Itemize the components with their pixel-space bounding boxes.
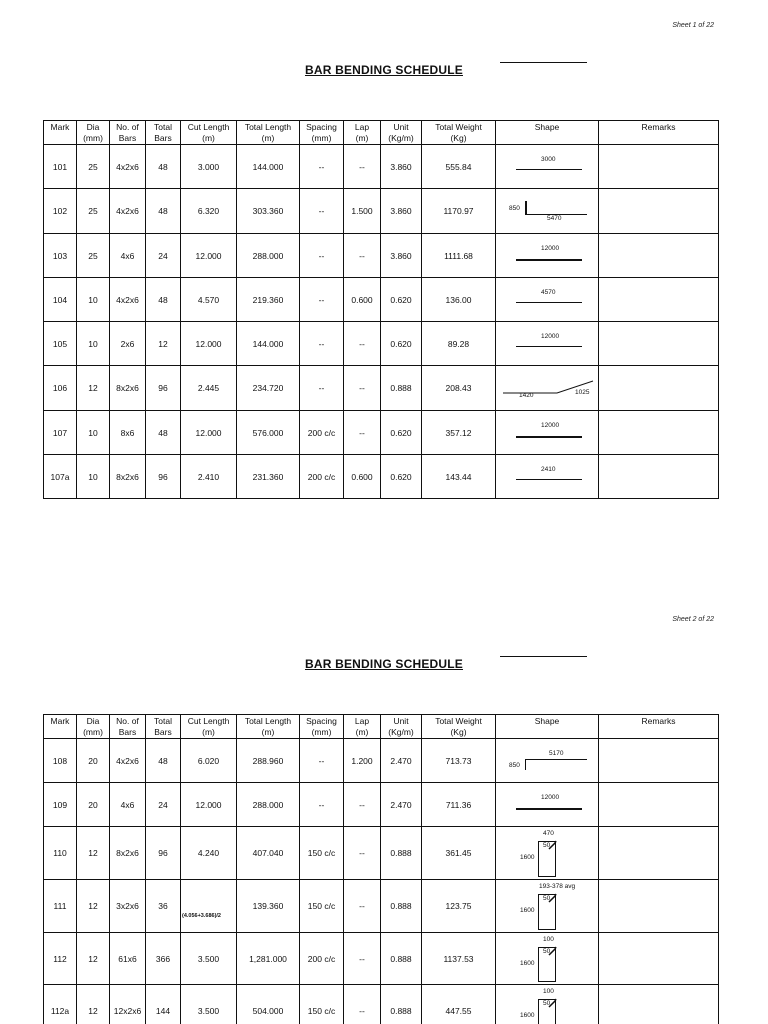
cell-lap: 1.500 — [344, 189, 381, 234]
cell-total: 144 — [146, 985, 181, 1024]
bar-shape-diagram — [499, 366, 595, 410]
schedule-table — [43, 120, 719, 499]
cell-unit: 0.620 — [381, 411, 422, 455]
cell-weight: 1170.97 — [422, 189, 496, 234]
cell-mark: 111 — [44, 880, 77, 933]
cell-tlen: 504.000 — [237, 985, 300, 1024]
column-header: Total Bars — [146, 715, 181, 739]
cell-mark: 106 — [44, 366, 77, 411]
dimension-label: 1600 — [520, 854, 535, 861]
dimension-label: 12000 — [541, 245, 560, 252]
page-title: BAR BENDING SCHEDULE — [304, 63, 463, 77]
cell-dia: 10 — [77, 322, 110, 366]
cell-mark: 112a — [44, 985, 77, 1024]
bar-line — [516, 346, 582, 347]
cell-tlen: 288.000 — [237, 783, 300, 827]
cell-spacing: -- — [300, 739, 344, 783]
bar-leg — [525, 201, 527, 215]
cell-unit: 3.860 — [381, 145, 422, 189]
cell-total: 48 — [146, 278, 181, 322]
cell-remarks — [599, 411, 719, 455]
cell-weight: 89.28 — [422, 322, 496, 366]
cell-total: 48 — [146, 411, 181, 455]
cell-bars: 4x2x6 — [110, 739, 146, 783]
column-header: Mark — [44, 121, 77, 145]
cell-remarks — [599, 322, 719, 366]
cell-tlen: 139.360 — [237, 880, 300, 933]
table-row — [44, 189, 719, 234]
dimension-label: 2410 — [541, 466, 556, 473]
column-header: Dia (mm) — [77, 715, 110, 739]
cell-tlen: 576.000 — [237, 411, 300, 455]
column-header: Total Bars — [146, 121, 181, 145]
cell-tlen: 288.000 — [237, 234, 300, 278]
column-header: Shape — [496, 715, 599, 739]
dimension-label: 50 — [543, 842, 551, 849]
cell-spacing: 200 c/c — [300, 411, 344, 455]
cell-spacing: -- — [300, 189, 344, 234]
table-row — [44, 234, 719, 278]
header-row — [44, 715, 719, 739]
cell-tlen: 144.000 — [237, 322, 300, 366]
cell-mark: 105 — [44, 322, 77, 366]
dimension-label: 5470 — [547, 215, 562, 222]
cell-bars: 4x2x6 — [110, 145, 146, 189]
cell-dia: 20 — [77, 739, 110, 783]
cell-mark: 103 — [44, 234, 77, 278]
cell-mark: 110 — [44, 827, 77, 880]
cell-shape — [496, 739, 599, 783]
cell-shape — [496, 985, 599, 1024]
column-header: Lap (m) — [344, 715, 381, 739]
stirrup-hook — [549, 999, 556, 1007]
cell-unit: 3.860 — [381, 189, 422, 234]
cell-remarks — [599, 145, 719, 189]
cell-unit: 0.888 — [381, 880, 422, 933]
dimension-label: 12000 — [541, 422, 560, 429]
table-row — [44, 145, 719, 189]
table-body — [44, 739, 719, 1024]
bar-shape-diagram — [499, 322, 595, 365]
cell-spacing: 150 c/c — [300, 880, 344, 933]
dimension-label: 4570 — [541, 289, 556, 296]
cell-bars: 4x6 — [110, 783, 146, 827]
cell-total: 96 — [146, 366, 181, 411]
column-header: No. of Bars — [110, 715, 146, 739]
cell-mark: 109 — [44, 783, 77, 827]
cell-cut: (4.056+3.686)/2 — [181, 880, 237, 933]
cell-shape — [496, 366, 599, 411]
dimension-label: 1600 — [520, 907, 535, 914]
cell-total: 96 — [146, 827, 181, 880]
cell-weight: 1111.68 — [422, 234, 496, 278]
cell-cut: 6.020 — [181, 739, 237, 783]
cell-tlen: 234.720 — [237, 366, 300, 411]
cell-bars: 8x2x6 — [110, 366, 146, 411]
cell-cut: 3.000 — [181, 145, 237, 189]
column-header: Mark — [44, 715, 77, 739]
bar-line — [525, 759, 587, 760]
dimension-label: 12000 — [541, 794, 560, 801]
cell-shape — [496, 933, 599, 985]
cell-lap: -- — [344, 145, 381, 189]
cell-remarks — [599, 739, 719, 783]
stirrup-hook — [549, 894, 556, 902]
cell-bars: 2x6 — [110, 322, 146, 366]
cell-spacing: -- — [300, 783, 344, 827]
cell-spacing: -- — [300, 322, 344, 366]
bar-shape-diagram — [499, 189, 595, 233]
cell-bars: 12x2x6 — [110, 985, 146, 1024]
sheet-label: Sheet 1 of 22 — [672, 22, 714, 29]
stirrup-hook — [549, 841, 556, 849]
cell-dia: 20 — [77, 783, 110, 827]
cell-unit: 0.888 — [381, 933, 422, 985]
table-row — [44, 739, 719, 783]
column-header: Dia (mm) — [77, 121, 110, 145]
cell-cut: 3.500 — [181, 985, 237, 1024]
cell-dia: 25 — [77, 189, 110, 234]
cell-shape — [496, 783, 599, 827]
cell-lap: -- — [344, 985, 381, 1024]
header-row — [44, 121, 719, 145]
dimension-label: 850 — [509, 762, 520, 769]
dimension-label: 3000 — [541, 156, 556, 163]
cell-lap: 0.600 — [344, 278, 381, 322]
bar-shape-diagram — [499, 145, 595, 188]
dimension-label: 1600 — [520, 960, 535, 967]
cell-weight: 711.36 — [422, 783, 496, 827]
bar-line — [516, 808, 582, 810]
cell-lap: -- — [344, 827, 381, 880]
cell-bars: 4x6 — [110, 234, 146, 278]
table-row — [44, 880, 719, 933]
table-row — [44, 322, 719, 366]
cell-bars: 8x2x6 — [110, 827, 146, 880]
column-header: Remarks — [599, 715, 719, 739]
cell-total: 24 — [146, 783, 181, 827]
dimension-label: 100 — [543, 988, 554, 995]
cell-cut: 3.500 — [181, 933, 237, 985]
cell-cut: 2.410 — [181, 455, 237, 499]
cell-unit: 0.888 — [381, 985, 422, 1024]
column-header: Shape — [496, 121, 599, 145]
dimension-label: 193-378 avg — [539, 883, 576, 890]
bar-line — [516, 259, 582, 261]
bar-line — [516, 302, 582, 303]
cell-mark: 108 — [44, 739, 77, 783]
dimension-label: 470 — [543, 830, 554, 837]
cell-dia: 10 — [77, 411, 110, 455]
cell-weight: 1137.53 — [422, 933, 496, 985]
cell-unit: 0.620 — [381, 322, 422, 366]
cell-tlen: 144.000 — [237, 145, 300, 189]
cell-weight: 357.12 — [422, 411, 496, 455]
table-row — [44, 366, 719, 411]
cell-bars: 8x6 — [110, 411, 146, 455]
bar-shape-diagram — [499, 739, 595, 782]
cell-total: 48 — [146, 189, 181, 234]
cell-unit: 0.888 — [381, 366, 422, 411]
cell-cut: 12.000 — [181, 322, 237, 366]
bar-shape-diagram — [499, 234, 595, 277]
cell-spacing: 150 c/c — [300, 827, 344, 880]
table-row — [44, 985, 719, 1024]
cell-spacing: 200 c/c — [300, 933, 344, 985]
cell-shape — [496, 145, 599, 189]
stirrup-hook-svg — [499, 827, 602, 879]
cell-remarks — [599, 880, 719, 933]
cell-cut: 12.000 — [181, 783, 237, 827]
cell-cut: 12.000 — [181, 411, 237, 455]
cell-spacing: -- — [300, 278, 344, 322]
cell-remarks — [599, 366, 719, 411]
stirrup-hook — [549, 947, 556, 955]
bar-shape-diagram — [499, 783, 595, 826]
cell-cut: 12.000 — [181, 234, 237, 278]
sheet-label: Sheet 2 of 22 — [672, 616, 714, 623]
cell-mark: 107a — [44, 455, 77, 499]
cell-remarks — [599, 278, 719, 322]
cell-remarks — [599, 234, 719, 278]
cell-bars: 8x2x6 — [110, 455, 146, 499]
table-header — [44, 715, 719, 739]
cell-weight: 143.44 — [422, 455, 496, 499]
column-header: Unit (Kg/m) — [381, 715, 422, 739]
cell-mark: 107 — [44, 411, 77, 455]
cell-dia: 12 — [77, 880, 110, 933]
cell-bars: 4x2x6 — [110, 278, 146, 322]
stirrup-hook-svg — [499, 985, 602, 1024]
cell-mark: 102 — [44, 189, 77, 234]
bar-shape-diagram — [499, 933, 595, 984]
cell-dia: 10 — [77, 455, 110, 499]
cell-remarks — [599, 783, 719, 827]
cell-lap: -- — [344, 411, 381, 455]
cell-shape — [496, 234, 599, 278]
cell-mark: 112 — [44, 933, 77, 985]
cell-spacing: 200 c/c — [300, 455, 344, 499]
cell-tlen: 288.960 — [237, 739, 300, 783]
cell-tlen: 1,281.000 — [237, 933, 300, 985]
cell-remarks — [599, 985, 719, 1024]
cell-mark: 104 — [44, 278, 77, 322]
cell-unit: 3.860 — [381, 234, 422, 278]
stirrup-hook-svg — [499, 880, 602, 932]
cell-shape — [496, 880, 599, 933]
cell-cut: 4.240 — [181, 827, 237, 880]
table-body — [44, 145, 719, 499]
cell-remarks — [599, 933, 719, 985]
column-header: Spacing (mm) — [300, 715, 344, 739]
cell-cut: 4.570 — [181, 278, 237, 322]
cell-weight: 447.55 — [422, 985, 496, 1024]
table-header — [44, 121, 719, 145]
cell-shape — [496, 411, 599, 455]
cell-tlen: 303.360 — [237, 189, 300, 234]
dimension-label: 1600 — [520, 1012, 535, 1019]
dimension-label: 1420 — [519, 392, 534, 399]
cell-shape — [496, 278, 599, 322]
dimension-label: 1025 — [575, 389, 590, 396]
cell-shape — [496, 827, 599, 880]
cell-unit: 2.470 — [381, 783, 422, 827]
cell-remarks — [599, 827, 719, 880]
bar-leg — [525, 759, 526, 770]
cell-lap: -- — [344, 933, 381, 985]
cell-unit: 0.620 — [381, 278, 422, 322]
bar-line — [516, 436, 582, 438]
column-header: Lap (m) — [344, 121, 381, 145]
cell-total: 24 — [146, 234, 181, 278]
cell-tlen: 219.360 — [237, 278, 300, 322]
cell-dia: 12 — [77, 827, 110, 880]
column-header: Total Weight (Kg) — [422, 715, 496, 739]
dimension-label: 850 — [509, 205, 520, 212]
column-header: Total Length (m) — [237, 121, 300, 145]
cell-spacing: -- — [300, 366, 344, 411]
cell-weight: 555.84 — [422, 145, 496, 189]
cell-dia: 25 — [77, 234, 110, 278]
cell-shape — [496, 322, 599, 366]
cell-lap: 1.200 — [344, 739, 381, 783]
cell-total: 96 — [146, 455, 181, 499]
cell-bars: 3x2x6 — [110, 880, 146, 933]
crank-bar-svg — [499, 366, 602, 410]
bar-line — [516, 479, 582, 480]
cell-shape — [496, 189, 599, 234]
cell-bars: 61x6 — [110, 933, 146, 985]
cell-tlen: 231.360 — [237, 455, 300, 499]
cell-dia: 12 — [77, 933, 110, 985]
table-row — [44, 411, 719, 455]
dimension-label: 5170 — [549, 750, 564, 757]
cell-lap: -- — [344, 234, 381, 278]
dimension-label: 50 — [543, 895, 551, 902]
cell-total: 36 — [146, 880, 181, 933]
cell-total: 366 — [146, 933, 181, 985]
column-header: Cut Length (m) — [181, 121, 237, 145]
dimension-label: 100 — [543, 936, 554, 943]
cell-cut: 6.320 — [181, 189, 237, 234]
bar-shape-diagram — [499, 880, 595, 932]
cell-remarks — [599, 455, 719, 499]
dimension-label: 12000 — [541, 333, 560, 340]
cell-unit: 0.620 — [381, 455, 422, 499]
dimension-label: 50 — [543, 948, 551, 955]
cell-dia: 25 — [77, 145, 110, 189]
cell-shape — [496, 455, 599, 499]
cell-weight: 208.43 — [422, 366, 496, 411]
schedule-table — [43, 714, 719, 1024]
cell-lap: -- — [344, 366, 381, 411]
table-row — [44, 455, 719, 499]
cell-spacing: -- — [300, 145, 344, 189]
bar-shape-diagram — [499, 827, 595, 879]
cell-weight: 361.45 — [422, 827, 496, 880]
table-row — [44, 278, 719, 322]
bar-shape-diagram — [499, 985, 595, 1024]
cell-spacing: -- — [300, 234, 344, 278]
cell-dia: 12 — [77, 366, 110, 411]
cell-unit: 0.888 — [381, 827, 422, 880]
cell-total: 12 — [146, 322, 181, 366]
cell-mark: 101 — [44, 145, 77, 189]
bar-shape-diagram — [499, 455, 595, 498]
cell-dia: 10 — [77, 278, 110, 322]
column-header: Spacing (mm) — [300, 121, 344, 145]
cell-spacing: 150 c/c — [300, 985, 344, 1024]
page-title: BAR BENDING SCHEDULE — [304, 657, 463, 671]
cell-tlen: 407.040 — [237, 827, 300, 880]
column-header: Total Length (m) — [237, 715, 300, 739]
column-header: Total Weight (Kg) — [422, 121, 496, 145]
column-header: Remarks — [599, 121, 719, 145]
cell-cut: 2.445 — [181, 366, 237, 411]
cell-lap: -- — [344, 322, 381, 366]
cell-bars: 4x2x6 — [110, 189, 146, 234]
bar-shape-diagram — [499, 278, 595, 321]
cell-unit: 2.470 — [381, 739, 422, 783]
cell-remarks — [599, 189, 719, 234]
cell-lap: 0.600 — [344, 455, 381, 499]
dimension-label: 50 — [543, 1000, 551, 1007]
table-row — [44, 783, 719, 827]
cell-total: 48 — [146, 739, 181, 783]
column-header: Unit (Kg/m) — [381, 121, 422, 145]
cell-lap: -- — [344, 783, 381, 827]
bar-line — [516, 169, 582, 170]
column-header: Cut Length (m) — [181, 715, 237, 739]
cell-total: 48 — [146, 145, 181, 189]
table-row — [44, 827, 719, 880]
stirrup-hook-svg — [499, 933, 602, 984]
cell-dia: 12 — [77, 985, 110, 1024]
bar-shape-diagram — [499, 411, 595, 454]
cell-weight: 713.73 — [422, 739, 496, 783]
cell-weight: 123.75 — [422, 880, 496, 933]
table-row — [44, 933, 719, 985]
column-header: No. of Bars — [110, 121, 146, 145]
cell-weight: 136.00 — [422, 278, 496, 322]
cell-lap: -- — [344, 880, 381, 933]
